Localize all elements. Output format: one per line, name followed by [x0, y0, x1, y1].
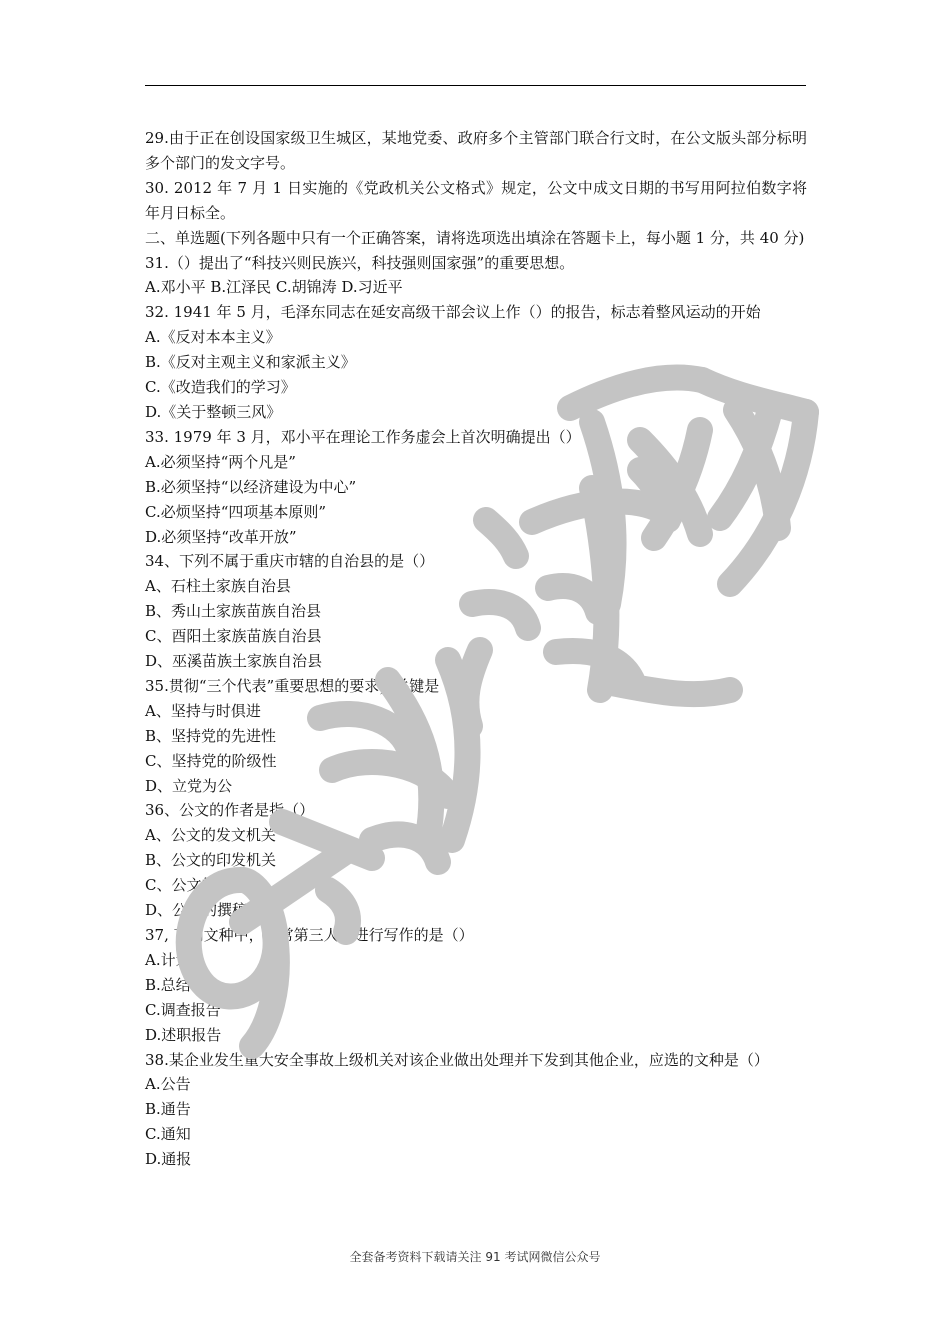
- page-footer: 全套备考资料下载请关注 91 考试网微信公众号: [349, 1250, 601, 1264]
- question-38-option-c: C.通知: [145, 1125, 191, 1144]
- question-29-statement: 29.由于正在创设国家级卫生城区，某地党委、政府多个主管部门联合行文时，在公文版头部分标明多个部门的发文字号。: [145, 129, 807, 172]
- question-33-option-d: D.必须坚持“改革开放”: [145, 527, 297, 546]
- question-37-stem: 37, 下列文种中，通常第三人称进行写作的是（）: [145, 926, 474, 944]
- question-38-option-b: B.通告: [145, 1100, 191, 1119]
- question-33-option-b: B.必须坚持“以经济建设为中心”: [145, 477, 357, 496]
- question-36-option-d: D、公文的撰稿人: [145, 901, 263, 920]
- question-36-stem: 36、公文的作者是指（）: [145, 801, 315, 820]
- question-38-option-d: D.通报: [145, 1150, 192, 1169]
- question-35-stem: 35.贯彻“三个代表”重要思想的要求，关键是（）: [145, 676, 470, 695]
- question-32-option-c: C.《改造我们的学习》: [145, 378, 296, 397]
- question-35-option-a: A、坚持与时俱进: [145, 701, 261, 720]
- question-37-option-b: B.总结: [145, 975, 191, 994]
- question-36-option-a: A、公文的发文机关: [145, 826, 276, 845]
- question-33-option-c: C.必烦坚持“四项基本原则”: [145, 502, 327, 521]
- question-32-stem: 32. 1941 年 5 月，毛泽东同志在延安高级干部会议上作（）的报告，标志着整风运动的开始: [145, 303, 761, 322]
- question-34-option-d: D、巫溪苗族土家族自治县: [145, 652, 323, 671]
- question-37-option-c: C.调查报告: [145, 1000, 221, 1019]
- header-rule: [145, 85, 806, 86]
- question-31-stem: 31.（）提出了“科技兴则民族兴，科技强则国家强”的重要思想。: [145, 253, 575, 272]
- document-body: [145, 126, 807, 1172]
- question-35-option-d: D、立党为公: [145, 776, 233, 795]
- question-38-stem: 38.某企业发生重大安全事故上级机关对该企业做出处理并下发到其他企业，应选的文种是（）: [145, 1050, 769, 1069]
- question-31-options: A.邓小平 B.江泽民 C.胡锦涛 D.习近平: [145, 278, 403, 297]
- question-32-option-d: D.《关于整顿三风》: [145, 402, 282, 421]
- question-38-option-a: A.公告: [145, 1075, 191, 1094]
- question-35-option-b: B、坚持党的先进性: [145, 726, 277, 745]
- question-35-option-c: C、坚持党的阶级性: [145, 751, 277, 770]
- question-33-option-a: A.必须坚持“两个凡是”: [145, 452, 296, 471]
- question-32-option-a: A.《反对本本主义》: [145, 328, 281, 347]
- question-36-option-b: B、公文的印发机关: [145, 851, 277, 870]
- question-37-option-d: D.述职报告: [145, 1025, 222, 1044]
- question-33-stem: 33. 1979 年 3 月，邓小平在理论工作务虚会上首次明确提出（）: [145, 427, 581, 446]
- question-32-option-b: B.《反对主观主义和家派主义》: [145, 353, 356, 372]
- question-34-option-a: A、石柱土家族自治县: [145, 577, 291, 596]
- question-30-statement: 30. 2012 年 7 月 1 日实施的《党政机关公文格式》规定，公文中成文日期的书写用阿拉伯数字将年月日标全。: [145, 178, 807, 222]
- question-37-option-a: A.计划: [145, 950, 191, 969]
- question-34-stem: 34、下列不属于重庆市辖的自治县的是（）: [145, 552, 435, 571]
- question-36-option-c: C、公文的鉴发人: [145, 876, 262, 895]
- question-34-option-b: B、秀山土家族苗族自治县: [145, 602, 322, 621]
- question-34-option-c: C、酉阳土家族苗族自治县: [145, 627, 322, 646]
- section-heading-single-choice: 二、单选题(下列各题中只有一个正确答案，请将选项选出填涂在答题卡上，每小题 1 分，共 40 分): [145, 228, 805, 247]
